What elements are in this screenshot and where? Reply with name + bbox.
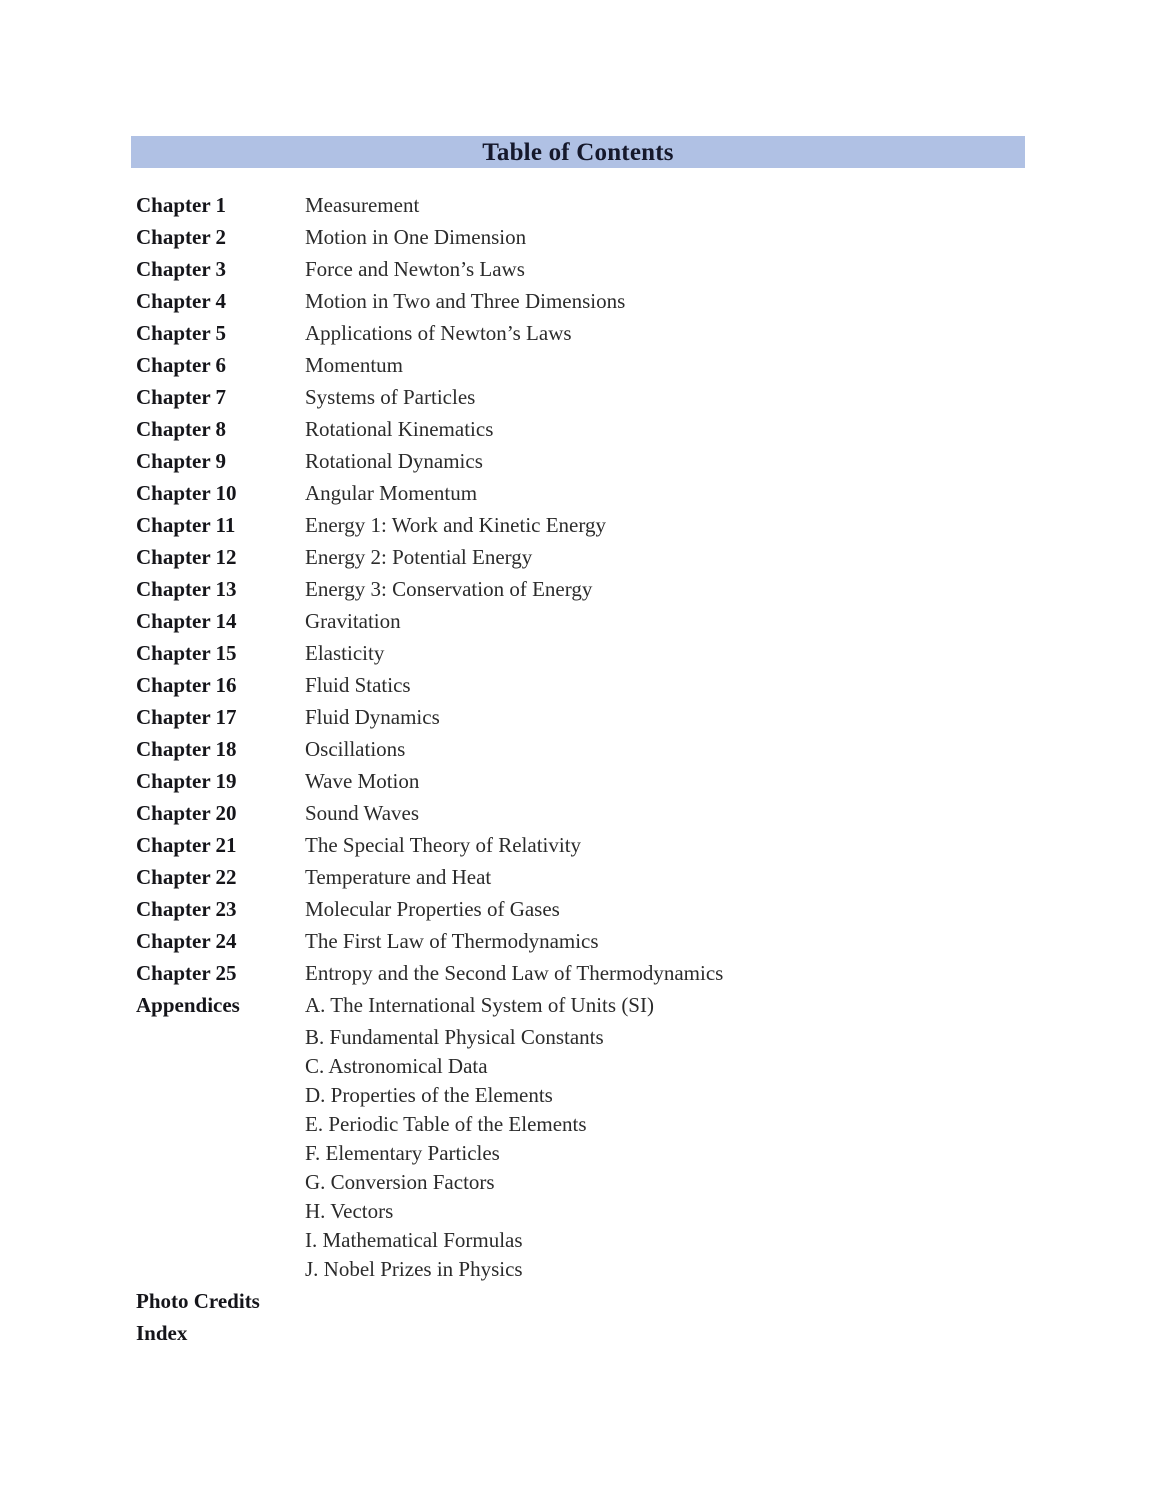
toc-entry-row[interactable] <box>136 1054 1096 1083</box>
toc-entry-row[interactable] <box>136 1257 1096 1286</box>
toc-entry-row[interactable] <box>136 1083 1096 1112</box>
toc-entry-row[interactable] <box>136 289 1096 321</box>
toc-entry-label: Index <box>136 1321 188 1345</box>
toc-entry-title: G. Conversion Factors <box>305 1170 495 1194</box>
toc-entry-row[interactable] <box>136 705 1096 737</box>
toc-entry-row[interactable] <box>136 577 1096 609</box>
toc-entry-row[interactable] <box>136 417 1096 449</box>
toc-entry-title: Force and Newton’s Laws <box>305 257 525 281</box>
toc-entry-row[interactable] <box>136 1228 1096 1257</box>
toc-entry-title: Applications of Newton’s Laws <box>305 321 572 345</box>
toc-entry-title: Oscillations <box>305 737 406 761</box>
toc-entry-title: D. Properties of the Elements <box>305 1083 553 1107</box>
toc-entry-label: Chapter 15 <box>136 641 237 665</box>
toc-entry-label: Chapter 20 <box>136 801 237 825</box>
toc-entry-row[interactable] <box>136 609 1096 641</box>
toc-entry-label: Chapter 14 <box>136 609 237 633</box>
toc-entry-title: Sound Waves <box>305 801 420 825</box>
toc-entry-title: F. Elementary Particles <box>305 1141 500 1165</box>
toc-entry-row[interactable] <box>136 961 1096 993</box>
toc-entry-row[interactable] <box>136 1025 1096 1054</box>
toc-entry-label: Chapter 22 <box>136 865 237 889</box>
toc-entry-title: Energy 1: Work and Kinetic Energy <box>305 513 606 537</box>
toc-entry-label: Chapter 19 <box>136 769 237 793</box>
toc-entry-title: Energy 2: Potential Energy <box>305 545 533 569</box>
toc-entry-row[interactable] <box>136 993 1096 1025</box>
toc-entry-label: Chapter 8 <box>136 417 227 441</box>
toc-entry-title: The First Law of Thermodynamics <box>305 929 599 953</box>
toc-entry-label: Chapter 21 <box>136 833 237 857</box>
toc-entry-row[interactable] <box>136 353 1096 385</box>
toc-entry-label: Chapter 16 <box>136 673 237 697</box>
toc-entry-row[interactable] <box>136 1112 1096 1141</box>
toc-entry-title: Fluid Statics <box>305 673 411 697</box>
toc-entry-label: Chapter 1 <box>136 193 227 217</box>
toc-entry-title: Molecular Properties of Gases <box>305 897 560 921</box>
toc-entry-label: Chapter 18 <box>136 737 237 761</box>
toc-entry-title: Energy 3: Conservation of Energy <box>305 577 593 601</box>
toc-entry-row[interactable] <box>136 449 1096 481</box>
toc-entry-title: Systems of Particles <box>305 385 476 409</box>
toc-entry-label: Chapter 13 <box>136 577 237 601</box>
toc-entry-title: A. The International System of Units (SI) <box>305 993 654 1017</box>
toc-entry-row[interactable] <box>136 865 1096 897</box>
toc-entry-label: Chapter 11 <box>136 513 236 537</box>
toc-entry-label: Chapter 7 <box>136 385 227 409</box>
toc-entry-row[interactable] <box>136 1321 1096 1353</box>
toc-entry-label: Chapter 2 <box>136 225 227 249</box>
toc-entry-title: I. Mathematical Formulas <box>305 1228 523 1252</box>
toc-entry-title: B. Fundamental Physical Constants <box>305 1025 604 1049</box>
toc-entry-row[interactable] <box>136 801 1096 833</box>
toc-entry-label: Chapter 5 <box>136 321 227 345</box>
toc-entry-row[interactable] <box>136 193 1096 225</box>
toc-entry-row[interactable] <box>136 1199 1096 1228</box>
toc-entry-title: Fluid Dynamics <box>305 705 440 729</box>
toc-entry-row[interactable] <box>136 385 1096 417</box>
toc-entry-title: J. Nobel Prizes in Physics <box>305 1257 523 1281</box>
toc-entry-title: Rotational Kinematics <box>305 417 494 441</box>
toc-entry-row[interactable] <box>136 321 1096 353</box>
toc-entry-list <box>136 193 1096 1353</box>
toc-entry-title: Temperature and Heat <box>305 865 492 889</box>
toc-entry-row[interactable] <box>136 257 1096 289</box>
toc-entry-label: Chapter 4 <box>136 289 227 313</box>
toc-entry-title <box>305 1339 1096 1340</box>
toc-entry-title <box>305 1307 1096 1308</box>
toc-entry-title: Wave Motion <box>305 769 420 793</box>
toc-entry-title: Momentum <box>305 353 403 377</box>
toc-entry-label: Chapter 9 <box>136 449 227 473</box>
toc-entry-row[interactable] <box>136 1141 1096 1170</box>
toc-entry-label: Chapter 25 <box>136 961 237 985</box>
toc-entry-label: Chapter 10 <box>136 481 237 505</box>
toc-entry-title: Measurement <box>305 193 420 217</box>
toc-entry-title: H. Vectors <box>305 1199 394 1223</box>
toc-entry-title: Entropy and the Second Law of Thermodynamics <box>305 961 724 985</box>
toc-entry-title: The Special Theory of Relativity <box>305 833 582 857</box>
toc-entry-row[interactable] <box>136 833 1096 865</box>
toc-entry-title: Angular Momentum <box>305 481 478 505</box>
toc-entry-row[interactable] <box>136 769 1096 801</box>
toc-entry-label: Chapter 6 <box>136 353 227 377</box>
toc-entry-row[interactable] <box>136 1170 1096 1199</box>
toc-entry-row[interactable] <box>136 1289 1096 1321</box>
toc-entry-label: Chapter 3 <box>136 257 227 281</box>
page-title: Table of Contents <box>482 138 674 166</box>
toc-header-bar <box>131 136 1025 168</box>
toc-entry-row[interactable] <box>136 225 1096 257</box>
toc-entry-label: Appendices <box>136 993 240 1017</box>
toc-entry-row[interactable] <box>136 545 1096 577</box>
toc-entry-title: Gravitation <box>305 609 401 633</box>
toc-entry-label: Photo Credits <box>136 1289 260 1313</box>
toc-entry-label: Chapter 23 <box>136 897 237 921</box>
toc-entry-row[interactable] <box>136 737 1096 769</box>
toc-entry-title: Elasticity <box>305 641 385 665</box>
toc-entry-title: Motion in One Dimension <box>305 225 527 249</box>
toc-entry-label: Chapter 17 <box>136 705 237 729</box>
toc-entry-title: Rotational Dynamics <box>305 449 483 473</box>
toc-entry-label: Chapter 24 <box>136 929 237 953</box>
toc-entry-title: C. Astronomical Data <box>305 1054 488 1078</box>
toc-entry-label: Chapter 12 <box>136 545 237 569</box>
toc-entry-row[interactable] <box>136 513 1096 545</box>
toc-entry-title: E. Periodic Table of the Elements <box>305 1112 587 1136</box>
toc-entry-row[interactable] <box>136 481 1096 513</box>
toc-entry-row[interactable] <box>136 897 1096 929</box>
toc-entry-row[interactable] <box>136 929 1096 961</box>
toc-entry-row[interactable] <box>136 641 1096 673</box>
toc-entry-row[interactable] <box>136 673 1096 705</box>
toc-entry-title: Motion in Two and Three Dimensions <box>305 289 626 313</box>
